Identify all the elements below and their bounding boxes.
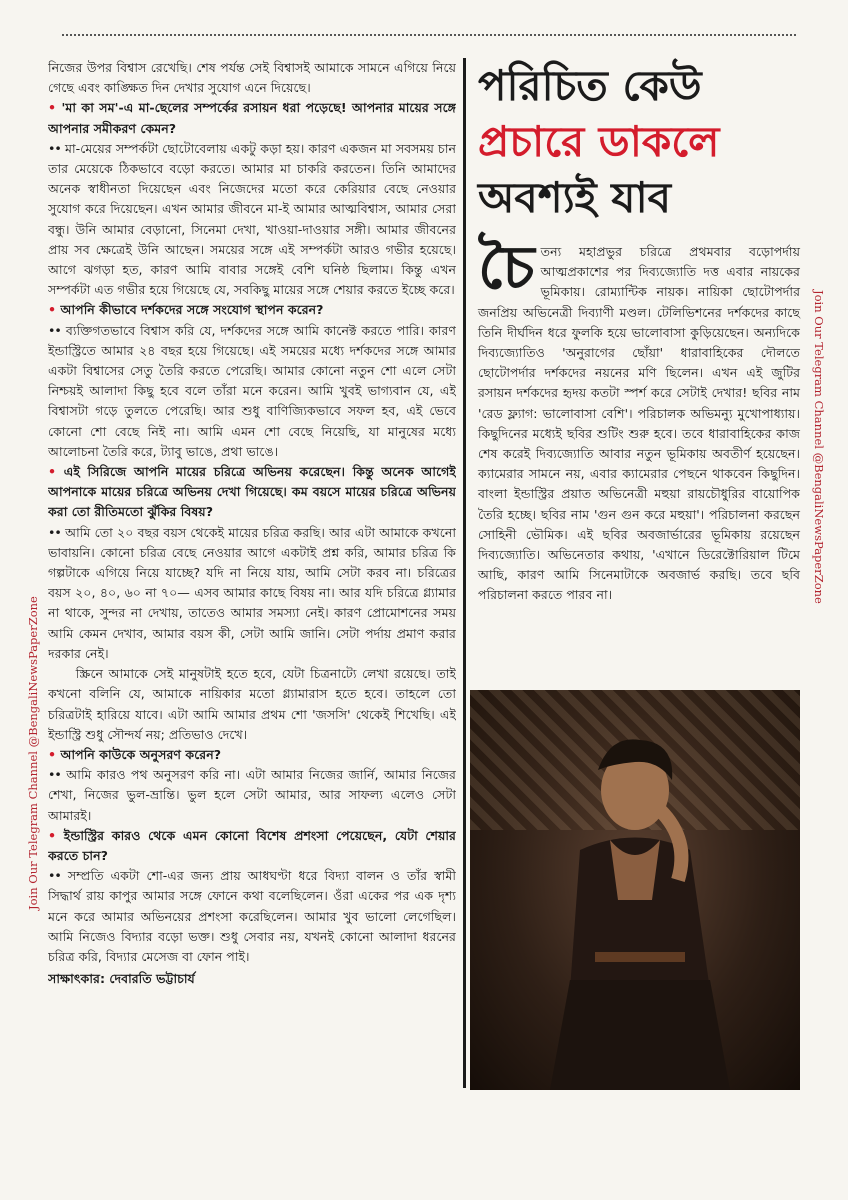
bullet: • [48, 302, 57, 318]
paragraph: স্ক্রিনে আমাকে সেই মানুষটাই হতে হবে, যেটা চিত্রনাট্যে লেখা রয়েছে। তাই কখনো বলিনি যে, আমাকে নায়িকার মতো গ্ল্যামারাস হতে হবে। তাহলে তো চরিত্রটাই হারিয়ে যাবে। এটা আমি আমার প্রথম শো 'জসসি' থেকেই শিখেছি। এই ইন্ডাস্ট্রি শুধু সৌন্দর্য নয়; প্রতিভাও দেখে। [48, 666, 456, 742]
drop-cap: চৈ [478, 233, 535, 303]
question: • এই সিরিজে আপনি মায়ের চরিত্রে অভিনয় করেছেন। কিন্তু অনেক আগেই আপনাকে মায়ের চরিত্রে অভিনয় দেখা গিয়েছে। কম বয়সে মায়ের চরিত্রে অভিনয় করা তো রীতিমতো ঝুঁকির বিষয়? [48, 464, 456, 520]
column-divider [463, 58, 466, 1088]
answer-mark: •• [48, 524, 61, 540]
bullet: • [48, 464, 57, 480]
answer-mark: •• [48, 767, 61, 783]
bullet: • [48, 746, 57, 762]
question: • ইন্ডাস্ট্রির কারও থেকে এমন কোনো বিশেষ প্রশংসা পেয়েছেন, যেটা শেয়ার করতে চান? [48, 827, 456, 863]
paragraph: নিজের উপর বিশ্বাস রেখেছি। শেষ পর্যন্ত সেই বিশ্বাসই আমাকে সামনে এগিয়ে নিয়ে গেছে এবং কাঙ্ক্ষিত দিন দেখার সুযোগ এনে দিয়েছে। [48, 60, 456, 96]
top-dotted-rule [62, 34, 796, 36]
headline [478, 58, 800, 226]
headline-line-3: অবশ্যই যাব [478, 173, 671, 222]
headline-line-1: পরিচিত কেউ [478, 61, 702, 110]
question: • 'মা কা সম'-এ মা-ছেলের সম্পর্কের রসায়ন ধরা পড়েছে! আপনার মায়ের সঙ্গে আপনার সমীকরণ কেমন? [48, 100, 456, 136]
interview-column [48, 58, 456, 1098]
answer-mark: •• [48, 868, 61, 884]
answer: •• সম্প্রতি একটা শো-এর জন্য প্রায় আধঘণ্টা ধরে বিদ্যা বালন ও তাঁর স্বামী সিদ্ধার্থ রায় কাপুর আমার সঙ্গে ফোনে কথা বলেছিলেন। ওঁরা একের পর এক দৃশ্য মনে করে আমার অভিনয়ের প্রশংসা করেছিলেন। আমার খুব ভালো লেগেছিল। আমি নিজেও বিদ্যার বড়ো ভক্ত। শুধু সেবার নয়, যখনই কোনো আলাদা ধরনের চরিত্র করি, বিদ্যার মেসেজ বা ফোন পাই। [48, 868, 456, 964]
story-body [478, 233, 800, 606]
answer: •• আমি কারও পথ অনুসরণ করি না। এটা আমার নিজের জার্নি, আমার নিজের শেখা, নিজের ভুল-ভ্রান্তি। ভুল হলে সেটা আমার, আর সাফল্য এলেও সেটা আমারই। [48, 767, 456, 823]
question: • আপনি কাউকে অনুসরণ করেন? [48, 746, 222, 762]
story-text: তন্য মহাপ্রভুর চরিত্রে প্রথমবার বড়োপর্দায় আত্মপ্রকাশের পর দিব্যজ্যোতি দত্ত এবার নায়কের ভূমিকায়। রোম্যান্টিক নায়ক। নায়িকা ছোটোপর্দার জনপ্রিয় অভিনেত্রী দিব্যাণী মণ্ডল। টেলিভিশনের দর্শকদের কাছে তিনি দীর্ঘদিন ধরে ফুলকি হয়ে ভালোবাসা কুড়িয়েছেন। অন্যদিকে দিব্যজ্যোতিও 'অনুরাগের ছোঁয়া' ধারাবাহিকের দৌলতে ছোটোপর্দার দর্শকদের নয়নের মণি ছিলেন। এখন এই জুটির রসায়ন দর্শকদের হৃদয় কতটা স্পর্শ করে সেটাই দেখার! ছবির নাম 'রেড ফ্ল্যাগ: ভালোবাসা বেশি'। পরিচালক অভিমন্যু মুখোপাধ্যায়। কিছুদিনের মধ্যেই ছবির শুটিং শুরু হবে। তবে ধারাবাহিকের কাজ শেষ করেই দিব্যজ্যোতি আবার নতুন ভূমিকায় অবতীর্ণ হয়েছেন। ক্যামেরার সামনে নয়, এবার ক্যামেরার পেছনে থাকবেন কিছুদিন। বাংলা ইন্ডাস্ট্রির প্রয়াত অভিনেত্রী মহুয়া রায়চৌধুরির বায়োপিক তৈরি হচ্ছে। ছবির নাম 'গুন গুন করে মহুয়া'। পরিচালনা করছেন সোহিনী ভৌমিক। এই ছবির অবজার্ভারের ভূমিকায় রয়েছেন দিব্যজ্যোতি। অভিনেতার কথায়, 'এখানে ডিরেক্টোরিয়াল টিমে আছি, কারণ আমি সিনেমাটাকে অবজার্ভ করছি। তবে ছবি পরিচালনা করতে পারব না। [478, 244, 800, 603]
answer: •• মা-মেয়ের সম্পর্কটা ছোটোবেলায় একটু কড়া হয়। কারণ একজন মা সবসময় চান তার মেয়েকে ঠিকভাবে বড়ো করতে। আমার মা চাকরি করতেন। তিনি আমাদের অনেক স্বাধীনতা দিয়েছেন এবং নিজেদের মতো করে কেরিয়ার বেছে নেওয়ার সুযোগ করে দিয়েছেন। এখন আমার জীবনে মা-ই আমার আত্মবিশ্বাস, আমার সেরা বন্ধু। উনি আমার বেড়ানো, সিনেমা দেখা, খাওয়া-দাওয়ার সঙ্গী। আমার জীবনের প্রায় সব ক্ষেত্রেই উনি আছেন। সময়ের সঙ্গে এই সম্পর্কটা আরও গভীর হয়েছে। আগে ঝগড়া হত, কারণ আমি বাবার সঙ্গেই বেশি ঘনিষ্ঠ ছিলাম। কিন্তু এখন সম্পর্কটা এত গভীর হয়ে গিয়েছে যে, সবকিছু মায়ের সঙ্গে শেয়ার করতে ইচ্ছে করে। [48, 140, 456, 298]
answer: •• আমি তো ২০ বছর বয়স থেকেই মায়ের চরিত্র করছি। আর এটা আমাকে কখনো ভাবায়নি। কোনো চরিত্র বেছে নেওয়ার আগে একটাই প্রশ্ন করি, আমার চরিত্র কি গল্পটাকে এগিয়ে নিয়ে যাচ্ছে? যদি না নিয়ে যায়, আমি সেটা করব না। চরিত্রের বয়স ২০, ৪০, ৬০ না ৭০— এসব আমার কাছে বিষয় না। আর যদি চরিত্রে গ্ল্যামার না থাকে, সুন্দর না দেখায়, তাতেও আমার সমস্যা নেই। কারণ প্রোমোশনের সময় আমি কেমন দেখাব, আমার বয়স কী, সেটা আমি জানি। সেটা পর্দায় প্রমাণ করার দরকার নেই। [48, 524, 456, 661]
story-column [478, 58, 800, 606]
seated-man-figure [540, 730, 740, 1090]
answer: •• ব্যক্তিগতভাবে বিশ্বাস করি যে, দর্শকদের সঙ্গে আমি কানেক্ট করতে পারি। কারণ ইন্ডাস্ট্রিতে আমার ২৪ বছর হয়ে গিয়েছে। এই সময়ের মধ্যে দর্শকদের সঙ্গে আমার একটা বিশ্বাসের সেতু তৈরি করতে পেরেছি। আমার কোনো নতুন শো এলে সেটা নিশ্চয়ই আলাদা কিছু হবে বলে তাঁরা মনে করেন। আমি খুবই ভাগ্যবান যে, এই বিশ্বাসটা গড়ে তুলতে পেরেছি। আর শুধু বাণিজ্যিকভাবে সফল হব, এই ভেবে কোনো শো বেছে নিই না। আমি এমন শো বেছে নিয়েছি, যা মানুষের মধ্যে আলোচনা তৈরি করে, ট্যাবু ভাঙে, প্রথা ভাঙে। [48, 322, 456, 459]
answer-mark: •• [48, 140, 61, 156]
bullet: • [48, 827, 57, 843]
interview-credit: সাক্ষাৎকার: দেবারতি ভট্টাচার্য [48, 971, 195, 987]
watermark-right: Join Our Telegram Channel @BengaliNewsPaperZone [812, 290, 826, 604]
headline-line-2: প্রচারে ডাকলে [478, 117, 720, 166]
question: • আপনি কীভাবে দর্শকদের সঙ্গে সংযোগ স্থাপন করেন? [48, 302, 324, 318]
bullet: • [48, 100, 57, 116]
actor-photo [470, 690, 800, 1090]
answer-mark: •• [48, 322, 61, 338]
watermark-left: Join Our Telegram Channel @BengaliNewsPaperZone [26, 596, 40, 910]
